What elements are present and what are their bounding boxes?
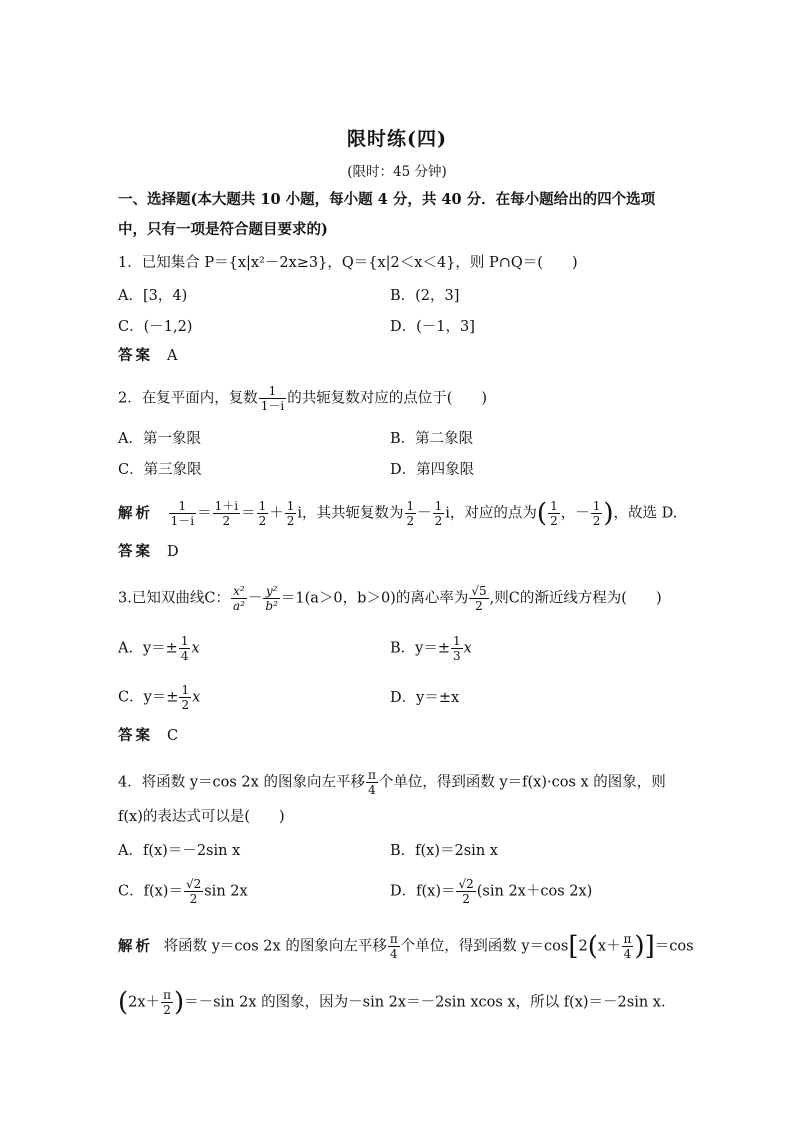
frac xyxy=(456,877,475,906)
q3-answer xyxy=(118,726,698,746)
question-3-stem xyxy=(118,584,698,613)
opt-post: sin 2x xyxy=(204,883,248,900)
opt-pre: C．y＝± xyxy=(118,689,179,706)
frac xyxy=(179,634,191,663)
frac xyxy=(433,499,445,528)
num: √2 xyxy=(458,877,474,891)
q3-option-a xyxy=(118,634,200,663)
q1-answer xyxy=(118,346,698,366)
q2-analysis xyxy=(118,499,698,528)
den: 2 xyxy=(163,1003,171,1017)
text: 个单位，得到函数 y＝cos xyxy=(400,938,569,955)
frac xyxy=(469,584,488,613)
den: a² xyxy=(232,599,245,613)
opt-post: x xyxy=(192,689,201,706)
answer-value: D xyxy=(167,544,179,560)
num: 1 xyxy=(180,634,189,648)
text: ＝cos xyxy=(654,938,694,955)
den: 2 xyxy=(222,514,231,528)
q1-option-c: C．(－1,2) xyxy=(118,319,193,335)
frac xyxy=(548,499,560,528)
q4-post: 个单位，得到函数 y＝f(x)·cos x 的图象，则 xyxy=(378,774,666,791)
den: 1－i xyxy=(170,514,195,528)
q3-option-d: D．y＝±x xyxy=(390,690,460,706)
q2-option-c: C．第三象限 xyxy=(118,462,202,478)
frac xyxy=(263,584,280,613)
q4-analysis-line2 xyxy=(118,988,698,1017)
q2-answer xyxy=(118,542,698,562)
q4-option-a: A．f(x)＝－2sin x xyxy=(118,843,241,859)
den: 2 xyxy=(475,599,483,613)
q2-option-b: B．第二象限 xyxy=(390,431,474,447)
num: π xyxy=(367,768,376,782)
den: 2 xyxy=(258,514,267,528)
text: ，－ xyxy=(560,505,590,522)
num: x² xyxy=(231,584,247,599)
den: 2 xyxy=(592,514,601,528)
frac xyxy=(285,499,297,528)
question-4-stem-line2: f(x)的表达式可以是( ) xyxy=(118,809,285,825)
text: 2 xyxy=(578,938,588,955)
num: π xyxy=(389,932,398,946)
text: ＝－sin 2x 的图象，因为－sin 2x＝－2sin xcos x，所以 f(x)＝－2sin x. xyxy=(184,994,666,1011)
den: 2 xyxy=(434,514,443,528)
opt-post: x xyxy=(463,640,472,657)
answer-label: 答案 xyxy=(118,727,153,744)
den: 2 xyxy=(462,892,470,906)
q3-pre: 3.已知双曲线C： xyxy=(118,590,230,607)
num: 1 xyxy=(181,683,190,697)
q3-option-c xyxy=(118,683,200,712)
eq: ＝ xyxy=(197,505,212,522)
bracket-open: [ xyxy=(568,931,579,962)
frac xyxy=(179,683,191,712)
time-limit: (限时：45 分钟) xyxy=(347,164,447,180)
q2-option-a: A．第一象限 xyxy=(118,431,201,447)
opt-pre: C．f(x)＝ xyxy=(118,883,183,900)
den: 4 xyxy=(368,783,376,797)
num: 1 xyxy=(453,634,461,648)
text: ，其共轭复数为 xyxy=(302,505,404,522)
text: 2x＋ xyxy=(128,994,161,1011)
paren-close: ) xyxy=(634,931,645,962)
analysis-label: 解析 xyxy=(118,504,153,522)
frac xyxy=(231,584,247,613)
plus: ＋ xyxy=(269,505,284,522)
den: 3 xyxy=(453,649,461,663)
minus: － xyxy=(247,590,263,607)
den: 2 xyxy=(550,514,558,528)
den: b² xyxy=(265,599,278,613)
den: 4 xyxy=(389,947,398,961)
q4-pre: 4．将函数 y＝cos 2x 的图象向左平移 xyxy=(118,774,365,791)
frac xyxy=(405,499,417,528)
frac xyxy=(213,499,240,528)
question-1-stem: 1．已知集合 P＝{x|x²－2x≥3}，Q＝{x|2＜x＜4}，则 P∩Q＝( ) xyxy=(118,255,578,271)
q2-stem-post: 的共轭复数对应的点位于( ) xyxy=(287,390,488,407)
num: y² xyxy=(263,584,280,599)
num: 1 xyxy=(169,499,196,514)
q1-option-b: B．(2，3] xyxy=(390,288,460,304)
text: ，故选 D. xyxy=(613,505,678,522)
den: 2 xyxy=(181,698,190,712)
paren-open: ( xyxy=(587,931,598,962)
frac xyxy=(451,634,463,663)
frac xyxy=(622,932,634,961)
imag-unit: i xyxy=(297,505,302,522)
frac xyxy=(591,499,603,528)
answer-label: 答案 xyxy=(118,347,153,364)
q1-option-d: D．(－1，3] xyxy=(390,319,475,335)
q2-option-d: D．第四象限 xyxy=(390,462,475,478)
opt-pre: D．f(x)＝ xyxy=(390,883,456,900)
opt-pre: B．y＝± xyxy=(390,640,450,657)
num: 1 xyxy=(434,499,443,513)
num: 1＋i xyxy=(214,499,239,513)
q3-mid: ＝1(a＞0，b＞0)的离心率为 xyxy=(280,590,469,607)
question-4-stem xyxy=(118,768,698,797)
num: π xyxy=(163,988,171,1002)
page-title: 限时练(四) xyxy=(347,128,447,150)
num: 1 xyxy=(406,499,415,513)
frac xyxy=(184,877,203,906)
imag-unit: i xyxy=(445,505,450,522)
den: 2 xyxy=(189,892,198,906)
opt-pre: A．y＝± xyxy=(118,640,178,657)
answer-value: C xyxy=(167,728,179,744)
bracket-close: ] xyxy=(644,931,655,962)
num: 1 xyxy=(258,499,267,513)
den: 4 xyxy=(180,649,189,663)
q4-option-b: B．f(x)＝2sin x xyxy=(390,843,498,859)
den: 2 xyxy=(286,514,295,528)
fraction-denominator: 1－i xyxy=(260,399,285,413)
minus: － xyxy=(417,505,432,522)
num: √2 xyxy=(185,877,202,891)
frac xyxy=(257,499,269,528)
q2-stem-pre: 2．在复平面内，复数 xyxy=(118,390,258,407)
section-heading-line2: 中，只有一项是符合题目要求的) xyxy=(118,221,328,238)
paren-close: ) xyxy=(173,987,185,1018)
num: 1 xyxy=(592,499,601,513)
frac xyxy=(169,499,196,528)
q3-option-b xyxy=(390,634,472,663)
num: 1 xyxy=(550,499,558,513)
eq: ＝ xyxy=(241,505,256,522)
q4-option-d xyxy=(390,877,592,906)
analysis-label: 解析 xyxy=(118,937,153,955)
frac xyxy=(366,768,378,797)
frac xyxy=(161,988,173,1017)
opt-post: (sin 2x＋cos 2x) xyxy=(476,883,593,900)
q1-option-a: A．[3，4) xyxy=(118,288,188,304)
question-2-stem xyxy=(118,384,698,413)
den: 2 xyxy=(406,514,415,528)
answer-label: 答案 xyxy=(118,543,153,560)
paren: ) xyxy=(603,498,614,529)
num: √5 xyxy=(471,584,487,598)
text: ，对应的点为 xyxy=(449,505,537,522)
answer-value: A xyxy=(167,348,178,364)
text: x＋ xyxy=(597,938,621,955)
paren-open: ( xyxy=(118,987,129,1018)
q3-post: ,则C的渐近线方程为( ) xyxy=(489,590,662,607)
section-heading-line1: 一、选择题(本大题共 10 小题，每小题 4 分，共 40 分．在每小题给出的四个选项 xyxy=(118,191,656,208)
num: 1 xyxy=(286,499,295,513)
q4-option-c xyxy=(118,877,248,906)
fraction-numerator: 1 xyxy=(259,384,286,399)
frac xyxy=(388,932,400,961)
num: π xyxy=(623,932,632,946)
opt-post: x xyxy=(191,640,200,657)
q2-fraction xyxy=(259,384,286,413)
den: 4 xyxy=(623,947,632,961)
q4-analysis-line1 xyxy=(118,932,698,961)
text: 将函数 y＝cos 2x 的图象向左平移 xyxy=(163,938,387,955)
paren: ( xyxy=(536,498,548,529)
